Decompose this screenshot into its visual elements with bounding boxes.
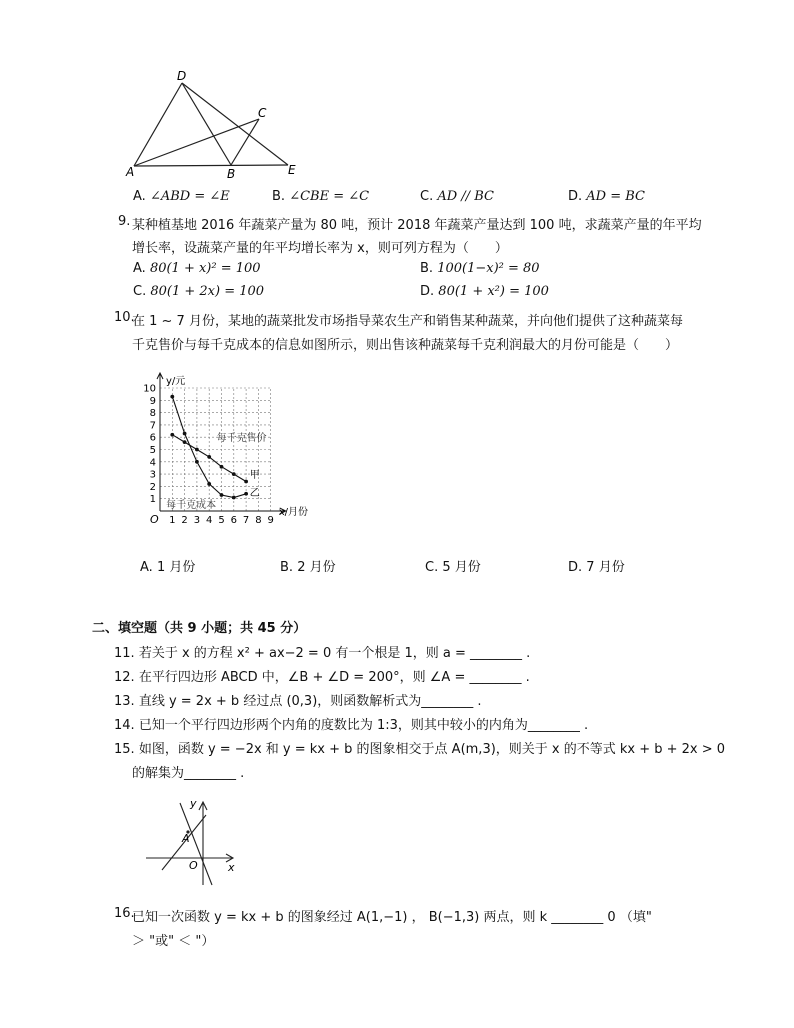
q13 <box>114 690 482 709</box>
option-text: 1 月份 <box>156 560 196 575</box>
q-number: 13. <box>114 694 135 709</box>
price-cost-chart <box>140 364 310 539</box>
y-tick-label: 7 <box>149 420 156 432</box>
series-point-1 <box>232 496 236 500</box>
series-point-0 <box>183 440 187 444</box>
option-text: 2 月份 <box>297 560 336 575</box>
q-text: 如图，函数 y = −2x 和 y = kx + b 的图象相交于点 A(m,3)，则关于 x 的不等式 kx + b + 2x > 0 <box>138 742 726 757</box>
option-key: C. <box>420 189 434 204</box>
q9-option-a <box>133 261 261 276</box>
q9-line2: 增长率，设蔬菜产量的年平均增长率为 x，则可列方程为（ ） <box>132 241 508 256</box>
q-text: 在平行四边形 ABCD 中，∠B + ∠D = 200°，则 ∠A = ________ . <box>138 670 530 685</box>
q10-option-d <box>568 556 625 575</box>
label-B: B <box>227 167 236 181</box>
q14 <box>114 714 588 733</box>
option-key: B. <box>272 189 286 204</box>
series-label-price: 每千克售价 <box>216 432 267 444</box>
label-D: D <box>177 69 187 83</box>
series-point-0 <box>170 433 174 437</box>
option-key: D. <box>420 284 435 299</box>
series-tag-cost: 乙 <box>249 488 260 500</box>
y-tick-label: 3 <box>149 469 156 481</box>
series-point-0 <box>220 465 224 469</box>
label-C: C <box>258 106 267 120</box>
x-tick-label: 5 <box>218 515 225 526</box>
q-text: 直线 y = 2x + b 经过点 (0,3)，则函数解析式为________ . <box>138 694 482 709</box>
q16-line2: ＞ "或" ＜ "） <box>132 934 215 949</box>
option-key: A. <box>133 189 146 204</box>
option-key: C. <box>425 560 439 575</box>
option-key: B. <box>420 261 434 276</box>
q-text: 已知一个平行四边形两个内角的度数比为 1:3，则其中较小的内角为________ . <box>138 718 589 733</box>
q-number: 11. <box>114 646 135 661</box>
series-point-0 <box>195 448 199 452</box>
series-tag-price: 甲 <box>249 469 260 481</box>
q-text: 的解集为________ . <box>132 766 245 781</box>
x-tick-label: 1 <box>169 515 176 526</box>
section2-heading: 二、填空题（共 9 小题；共 45 分） <box>92 621 307 636</box>
q8-option-b <box>272 189 369 204</box>
option-text: 80(1 + x)² = 100 <box>149 261 261 276</box>
option-key: A. <box>140 560 153 575</box>
label-A: A <box>126 165 135 179</box>
series-point-1 <box>244 492 248 496</box>
series-point-0 <box>244 480 248 484</box>
q10-number: 10. <box>114 310 135 325</box>
option-text: AD // BC <box>437 189 494 204</box>
x-tick-label: 9 <box>267 515 274 526</box>
series-point-0 <box>207 455 211 459</box>
option-text: 80(1 + 2x) = 100 <box>150 284 265 299</box>
q16-line1: 已知一次函数 y = kx + b 的图象经过 A(1,−1) ， B(−1,3) 两点，则 k ________ 0 （填" <box>132 910 652 925</box>
option-text: AD = BC <box>586 189 646 204</box>
q9-number: 9. <box>118 214 131 229</box>
q-number: 12. <box>114 670 135 685</box>
label-E: E <box>288 163 296 177</box>
origin-label: O <box>189 859 198 872</box>
option-key: D. <box>568 560 583 575</box>
point-A-label: A <box>182 832 190 845</box>
x-axis-label: x/月份 <box>278 507 308 518</box>
q-text: 若关于 x 的方程 x² + ax−2 = 0 有一个根是 1，则 a = ________ . <box>138 646 531 661</box>
option-key: D. <box>568 189 583 204</box>
q11 <box>114 642 530 661</box>
x-tick-label: 4 <box>206 515 213 526</box>
x-tick-label: 7 <box>242 515 250 526</box>
q15 <box>114 738 725 757</box>
x-tick-label: 2 <box>181 515 188 526</box>
option-text: 7 月份 <box>586 560 625 575</box>
q9-option-c <box>133 284 264 299</box>
q10-option-c <box>425 556 481 575</box>
option-text: 100(1−x)² = 80 <box>437 261 540 276</box>
q10-line1: 在 1 ~ 7 月份，某地的蔬菜批发市场指导菜农生产和销售某种蔬菜，并向他们提供了这种蔬菜每 <box>132 314 683 329</box>
y-tick-label: 5 <box>149 445 156 456</box>
q10-option-b <box>280 556 336 575</box>
option-text: 5 月份 <box>442 560 481 575</box>
option-key: B. <box>280 560 294 575</box>
y-tick-label: 10 <box>143 383 156 395</box>
intersect-lines-figure <box>140 795 250 890</box>
q15-cont <box>132 762 244 781</box>
option-text: ∠ABD = ∠E <box>149 189 230 204</box>
series-label-cost: 每千克成本 <box>166 500 217 511</box>
triangle-figure <box>120 68 310 183</box>
y-tick-label: 2 <box>149 481 156 493</box>
q10-option-a <box>140 556 195 575</box>
series-point-1 <box>170 395 174 399</box>
q-number: 14. <box>114 718 135 733</box>
series-point-1 <box>195 460 199 464</box>
q9-option-b <box>420 261 540 276</box>
axis-x-label: x <box>228 861 235 874</box>
q16-number: 16. <box>114 906 135 921</box>
q8-option-c <box>420 189 494 204</box>
y-tick-label: 8 <box>149 408 156 420</box>
q10-line2: 千克售价与每千克成本的信息如图所示，则出售该种蔬菜每千克利润最大的月份可能是（ ） <box>132 338 679 353</box>
option-text: 80(1 + x²) = 100 <box>438 284 549 299</box>
option-text: ∠CBE = ∠C <box>289 189 370 204</box>
series-point-0 <box>232 472 236 476</box>
option-key: A. <box>133 261 146 276</box>
y-tick-label: 9 <box>149 395 156 407</box>
q8-option-d <box>568 189 645 204</box>
q-number: 15. <box>114 742 135 757</box>
q9-option-d <box>420 284 549 299</box>
x-tick-label: 3 <box>193 515 201 526</box>
q8-option-a <box>133 189 230 204</box>
x-tick-label: 6 <box>230 515 237 526</box>
y-tick-label: 6 <box>149 432 156 444</box>
y-tick-label: 1 <box>149 494 156 506</box>
q12 <box>114 666 530 685</box>
axis-y-label: y <box>190 797 197 810</box>
origin-label: O <box>150 513 159 526</box>
series-point-1 <box>207 482 211 486</box>
y-axis-label: y/元 <box>166 376 186 387</box>
option-key: C. <box>133 284 147 299</box>
series-point-1 <box>220 493 224 497</box>
y-tick-label: 4 <box>149 457 156 469</box>
q9-line1: 某种植基地 2016 年蔬菜产量为 80 吨，预计 2018 年蔬菜产量达到 100 吨，求蔬菜产量的年平均 <box>132 218 702 233</box>
series-point-1 <box>183 432 187 436</box>
x-tick-label: 8 <box>255 515 262 526</box>
